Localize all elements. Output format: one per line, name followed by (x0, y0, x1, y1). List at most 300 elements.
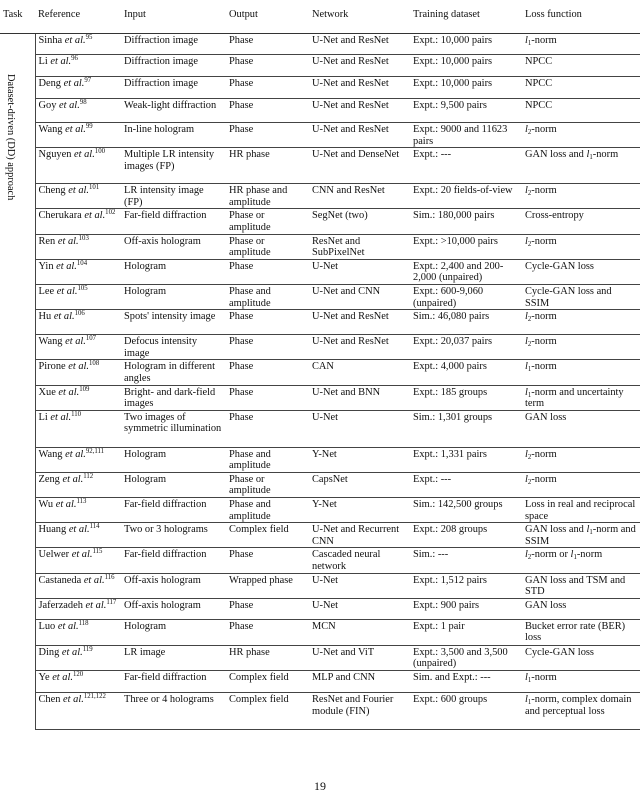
training-dataset-cell: Expt.: 9,500 pairs (410, 99, 522, 123)
loss-text: 1 (527, 40, 532, 47)
reference-author: Nguyen (38, 149, 72, 161)
input-cell: Hologram (121, 259, 226, 284)
table-row (0, 693, 640, 730)
et-al: et al. (65, 124, 86, 135)
loss-function-cell (522, 34, 640, 55)
loss-text: NPCC (525, 100, 553, 111)
output-cell: Phase (226, 310, 309, 335)
loss-text: -norm (531, 672, 557, 683)
network-cell: CapsNet (309, 472, 410, 497)
et-al: et al. (52, 672, 73, 683)
network-cell: CNN and ResNet (309, 184, 410, 209)
input-cell: Hologram (121, 284, 226, 309)
loss-text: 2 (527, 453, 532, 461)
reference-author: Chen (38, 694, 61, 705)
reference-author: Wang (38, 124, 63, 135)
loss-function-cell (522, 209, 640, 234)
loss-function-cell (522, 573, 640, 598)
reference-number: 103 (78, 234, 89, 242)
loss-function-cell (522, 447, 640, 472)
output-cell: Phase and amplitude (226, 284, 309, 309)
reference-number: 105 (77, 284, 88, 292)
et-al: et al. (59, 100, 80, 111)
network-cell: U-Net and DenseNet (309, 148, 410, 184)
training-dataset-cell: Expt.: 10,000 pairs (410, 77, 522, 99)
loss-text: Cycle-GAN loss (525, 646, 594, 658)
et-al: et al. (61, 646, 83, 658)
training-dataset-cell: Expt.: 3,500 and 3,500 (unpaired) (410, 645, 522, 670)
loss-text: 2 (527, 316, 532, 324)
network-cell: U-Net and BNN (309, 385, 410, 410)
loss-text: -norm (576, 549, 603, 561)
reference-author: Jaferzadeh (38, 599, 83, 611)
reference-cell (35, 184, 121, 209)
reference-author: Li (38, 411, 48, 423)
reference-cell (35, 284, 121, 309)
loss-text: l (525, 473, 528, 485)
reference-cell (35, 410, 121, 447)
reference-author: Li (38, 56, 48, 67)
reference-cell (35, 573, 121, 598)
reference-author: Ye (38, 672, 50, 683)
training-dataset-cell: Sim.: 142,500 groups (410, 498, 522, 523)
input-cell: Diffraction image (121, 77, 226, 99)
reference-number: 120 (72, 671, 84, 678)
output-cell: Phase (226, 385, 309, 410)
training-dataset-cell: Expt.: --- (410, 148, 522, 184)
reference-cell (35, 548, 121, 573)
table-row (0, 310, 640, 335)
et-al: et al. (74, 149, 95, 161)
loss-text: 1 (573, 554, 577, 562)
et-al: et al. (56, 285, 78, 297)
network-cell: SegNet (two) (309, 209, 410, 234)
training-dataset-cell: Expt.: 185 groups (410, 385, 522, 410)
network-cell: U-Net and ResNet (309, 34, 410, 55)
loss-text: l (525, 124, 528, 135)
reference-cell (35, 335, 121, 360)
reference-number: 107 (85, 335, 97, 343)
reference-author: Yin (38, 260, 54, 272)
input-cell: Defocus intensity image (121, 335, 226, 360)
et-al: et al. (63, 78, 85, 89)
network-cell: U-Net and ResNet (309, 335, 410, 360)
input-cell: Diffraction image (121, 34, 226, 55)
reference-cell (35, 148, 121, 184)
loss-text: l (525, 336, 528, 348)
network-cell: U-Net and ResNet (309, 310, 410, 335)
loss-function-cell (522, 410, 640, 447)
output-cell: Phase (226, 123, 309, 148)
training-dataset-cell: Expt.: 10,000 pairs (410, 34, 522, 55)
training-dataset-cell: Expt.: 20,037 pairs (410, 335, 522, 360)
reference-cell (35, 619, 121, 645)
table-header-row (0, 8, 640, 34)
loss-text: -norm (531, 336, 557, 348)
reference-cell (35, 447, 121, 472)
loss-text: Cycle-GAN loss (525, 260, 594, 272)
table-row (0, 645, 640, 670)
et-al: et al. (62, 473, 84, 485)
loss-text: -norm (531, 124, 557, 135)
loss-text: l (586, 149, 590, 161)
loss-text: l (525, 185, 528, 197)
output-cell: Phase (226, 99, 309, 123)
et-al: et al. (85, 599, 107, 611)
network-cell: U-Net and ResNet (309, 123, 410, 148)
reference-cell (35, 209, 121, 234)
network-cell: U-Net (309, 410, 410, 447)
network-cell: MLP and CNN (309, 671, 410, 693)
network-cell: ResNet and SubPixelNet (309, 234, 410, 259)
loss-text: -norm and SSIM (525, 524, 636, 547)
table-row (0, 573, 640, 598)
et-al: et al. (53, 311, 75, 323)
loss-function-cell (522, 619, 640, 645)
network-cell: U-Net and ResNet (309, 99, 410, 123)
table-row (0, 34, 640, 55)
et-al: et al. (56, 260, 77, 272)
reference-author: Ding (38, 646, 60, 658)
output-cell: Phase (226, 77, 309, 99)
loss-text: 1 (589, 529, 593, 537)
loss-text: GAN loss and TSM and STD (525, 574, 626, 598)
output-cell: Complex field (226, 523, 309, 548)
reference-author: Lee (38, 285, 55, 297)
reference-number: 109 (79, 385, 90, 393)
training-dataset-cell: Sim.: --- (410, 548, 522, 573)
loss-text: NPCC (525, 78, 553, 89)
task-cell (0, 34, 35, 730)
loss-text: -norm (531, 361, 557, 373)
training-dataset-cell: Sim.: 180,000 pairs (410, 209, 522, 234)
loss-function-cell (522, 385, 640, 410)
et-al: et al. (68, 361, 90, 373)
loss-function-cell (522, 498, 640, 523)
et-al: et al. (71, 549, 93, 561)
loss-text: -norm (531, 235, 557, 247)
input-cell: Bright- and dark-field images (121, 385, 226, 410)
table-row (0, 259, 640, 284)
network-cell: U-Net (309, 259, 410, 284)
loss-function-cell (522, 693, 640, 730)
reference-author: Hu (38, 311, 52, 323)
training-dataset-cell: Expt.: --- (410, 472, 522, 497)
loss-text: 1 (589, 154, 593, 162)
loss-function-cell (522, 310, 640, 335)
header-output: Output (226, 8, 309, 34)
loss-function-cell (522, 77, 640, 99)
loss-text: GAN loss (525, 411, 567, 423)
reference-number: 119 (82, 645, 93, 653)
et-al: et al. (84, 210, 106, 222)
loss-text: Bucket error rate (BER) loss (525, 620, 626, 644)
task-label: Dataset-driven (DD) approach (5, 74, 16, 201)
table-row (0, 447, 640, 472)
reference-cell (35, 671, 121, 693)
reference-number: 99 (85, 123, 93, 130)
loss-text: l (525, 549, 528, 561)
loss-function-cell (522, 123, 640, 148)
input-cell: LR intensity image (FP) (121, 184, 226, 209)
reference-number: 100 (94, 148, 105, 156)
reference-author: Xue (38, 386, 56, 398)
loss-text: l (525, 311, 528, 323)
reference-cell (35, 77, 121, 99)
table-row (0, 99, 640, 123)
loss-function-cell (522, 55, 640, 77)
output-cell: Complex field (226, 693, 309, 730)
input-cell: Off-axis hologram (121, 234, 226, 259)
loss-text: GAN loss and (525, 524, 587, 536)
et-al: et al. (68, 185, 90, 197)
loss-text: -norm (531, 448, 557, 460)
loss-text: 1 (527, 391, 532, 399)
loss-function-cell (522, 184, 640, 209)
reference-number: 101 (89, 184, 100, 192)
input-cell: Two images of symmetric illumination (121, 410, 226, 447)
loss-text: -norm (531, 185, 557, 197)
reference-number: 92,111 (85, 447, 105, 455)
output-cell: Phase (226, 34, 309, 55)
reference-cell (35, 123, 121, 148)
et-al: et al. (64, 35, 86, 46)
reference-number: 104 (76, 259, 88, 267)
loss-text: l (525, 361, 528, 373)
loss-function-cell (522, 259, 640, 284)
loss-function-cell (522, 284, 640, 309)
reference-author: Uelwer (38, 549, 70, 561)
training-dataset-cell: Sim. and Expt.: --- (410, 671, 522, 693)
et-al: et al. (55, 499, 77, 511)
reference-cell (35, 259, 121, 284)
reference-author: Cherukara (38, 210, 82, 222)
reference-author: Luo (38, 620, 56, 632)
loss-text: -norm (531, 473, 557, 485)
header-training-dataset: Training dataset (410, 8, 522, 34)
loss-text: l (525, 448, 528, 460)
loss-function-cell (522, 99, 640, 123)
training-dataset-cell: Expt.: 10,000 pairs (410, 55, 522, 77)
network-cell: U-Net and CNN (309, 284, 410, 309)
reference-number: 113 (76, 498, 87, 506)
reference-author: Zeng (38, 473, 60, 485)
output-cell: Phase (226, 619, 309, 645)
loss-text: 2 (527, 240, 532, 248)
network-cell: Y-Net (309, 498, 410, 523)
loss-function-cell (522, 335, 640, 360)
table-row (0, 184, 640, 209)
reference-number: 108 (89, 360, 100, 368)
table-row (0, 671, 640, 693)
input-cell: Off-axis hologram (121, 598, 226, 619)
methods-table (0, 8, 640, 730)
loss-text: 2 (527, 554, 532, 562)
table-row (0, 472, 640, 497)
output-cell: Phase and amplitude (226, 498, 309, 523)
et-al: et al. (50, 411, 72, 423)
output-cell: HR phase (226, 148, 309, 184)
reference-number: 117 (106, 598, 117, 606)
input-cell: Hologram (121, 619, 226, 645)
loss-function-cell (522, 671, 640, 693)
loss-function-cell (522, 523, 640, 548)
loss-text: -norm (531, 35, 557, 46)
reference-cell (35, 360, 121, 385)
et-al: et al. (65, 336, 86, 348)
input-cell: Off-axis hologram (121, 573, 226, 598)
loss-text: l (525, 386, 528, 398)
reference-author: Huang (38, 524, 67, 536)
reference-number: 116 (104, 573, 115, 581)
input-cell: Far-field diffraction (121, 548, 226, 573)
loss-text: Cycle-GAN loss and SSIM (525, 285, 612, 309)
training-dataset-cell: Expt.: 1 pair (410, 619, 522, 645)
loss-function-cell (522, 645, 640, 670)
training-dataset-cell: Expt.: 2,400 and 200-2,000 (unpaired) (410, 259, 522, 284)
output-cell: Phase (226, 410, 309, 447)
reference-cell (35, 472, 121, 497)
network-cell: U-Net (309, 573, 410, 598)
page-number: 19 (314, 779, 326, 793)
loss-function-cell (522, 360, 640, 385)
et-al: et al. (63, 694, 84, 705)
reference-cell (35, 234, 121, 259)
et-al: et al. (68, 524, 90, 536)
output-cell: Phase (226, 335, 309, 360)
input-cell: Hologram in different angles (121, 360, 226, 385)
network-cell: Cascaded neural network (309, 548, 410, 573)
table-row (0, 123, 640, 148)
table-row (0, 410, 640, 447)
output-cell: Phase or amplitude (226, 209, 309, 234)
table-row (0, 77, 640, 99)
network-cell: CAN (309, 360, 410, 385)
reference-cell (35, 645, 121, 670)
reference-number: 98 (79, 99, 87, 106)
input-cell: Two or 3 holograms (121, 523, 226, 548)
training-dataset-cell: Sim.: 1,301 groups (410, 410, 522, 447)
table-row (0, 360, 640, 385)
input-cell: Three or 4 holograms (121, 693, 226, 730)
reference-number: 115 (92, 548, 103, 556)
loss-text: -norm (531, 311, 557, 323)
table-row (0, 385, 640, 410)
loss-text: 1 (527, 366, 532, 374)
reference-cell (35, 99, 121, 123)
reference-number: 95 (85, 34, 93, 41)
output-cell: Phase (226, 598, 309, 619)
training-dataset-cell: Expt.: >10,000 pairs (410, 234, 522, 259)
loss-text: -norm or (531, 549, 571, 561)
input-cell: Spots' intensity image (121, 310, 226, 335)
loss-text: -norm (592, 149, 619, 161)
network-cell: ResNet and Fourier module (FIN) (309, 693, 410, 730)
loss-text: -norm, complex domain and perceptual loss (525, 694, 632, 717)
reference-author: Wang (38, 448, 63, 460)
output-cell: Phase or amplitude (226, 234, 309, 259)
training-dataset-cell: Expt.: 600-9,060 (unpaired) (410, 284, 522, 309)
loss-text: l (586, 524, 590, 536)
table-row (0, 523, 640, 548)
reference-author: Castaneda (38, 574, 82, 586)
table-row (0, 284, 640, 309)
reference-cell (35, 498, 121, 523)
output-cell: Phase (226, 55, 309, 77)
table-row (0, 619, 640, 645)
reference-number: 102 (105, 209, 116, 217)
header-network: Network (309, 8, 410, 34)
training-dataset-cell: Expt.: 900 pairs (410, 598, 522, 619)
network-cell: U-Net (309, 598, 410, 619)
header-reference: Reference (35, 8, 121, 34)
loss-function-cell (522, 234, 640, 259)
output-cell: Phase or amplitude (226, 472, 309, 497)
reference-number: 112 (83, 472, 94, 480)
output-cell: Phase (226, 360, 309, 385)
reference-cell (35, 693, 121, 730)
loss-text: l (525, 235, 528, 247)
input-cell: LR image (121, 645, 226, 670)
loss-text: NPCC (525, 56, 553, 67)
reference-cell (35, 385, 121, 410)
output-cell: Phase (226, 548, 309, 573)
reference-author: Wu (38, 499, 54, 511)
loss-text: l (570, 549, 574, 561)
reference-author: Cheng (38, 185, 66, 197)
loss-text: 2 (527, 341, 532, 349)
loss-text: 1 (527, 677, 532, 684)
loss-text: l (525, 672, 528, 683)
reference-author: Ren (38, 235, 56, 247)
reference-number: 114 (89, 523, 100, 531)
loss-text: 2 (527, 190, 532, 198)
reference-cell (35, 598, 121, 619)
table-row (0, 55, 640, 77)
loss-function-cell (522, 548, 640, 573)
loss-text: 2 (527, 129, 532, 136)
reference-number: 97 (84, 77, 92, 84)
loss-text: l (525, 35, 528, 46)
output-cell: Complex field (226, 671, 309, 693)
loss-text: Loss in real and reciprocal space (525, 499, 636, 522)
input-cell: Far-field diffraction (121, 671, 226, 693)
table-row (0, 148, 640, 184)
training-dataset-cell: Expt.: 1,512 pairs (410, 573, 522, 598)
loss-text: GAN loss (525, 599, 567, 611)
network-cell: U-Net and ViT (309, 645, 410, 670)
output-cell: HR phase and amplitude (226, 184, 309, 209)
training-dataset-cell: Expt.: 9000 and 11623 pairs (410, 123, 522, 148)
reference-cell (35, 310, 121, 335)
training-dataset-cell: Expt.: 20 fields-of-view (410, 184, 522, 209)
reference-author: Sinha (38, 35, 63, 46)
network-cell: U-Net and ResNet (309, 55, 410, 77)
table-row (0, 498, 640, 523)
table-row (0, 548, 640, 573)
reference-cell (35, 34, 121, 55)
table-row (0, 234, 640, 259)
reference-author: Goy (38, 100, 57, 111)
table-row (0, 209, 640, 234)
table-row (0, 598, 640, 619)
input-cell: Hologram (121, 472, 226, 497)
reference-number: 106 (74, 310, 85, 318)
reference-number: 121,122 (83, 693, 106, 700)
training-dataset-cell: Expt.: 4,000 pairs (410, 360, 522, 385)
header-input: Input (121, 8, 226, 34)
reference-author: Deng (38, 78, 62, 89)
